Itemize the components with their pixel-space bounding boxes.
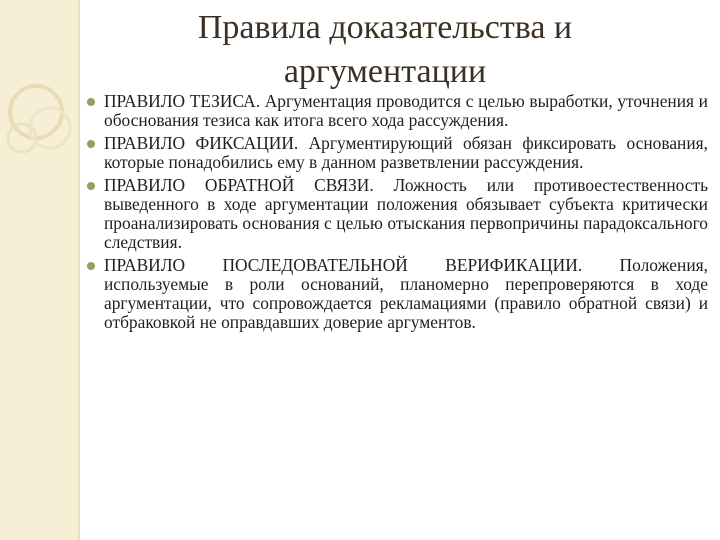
rule-name: ПРАВИЛО ПОСЛЕДОВАТЕЛЬНОЙ ВЕРИФИКАЦИИ <box>104 255 578 275</box>
rule-text: . Аргументирующий обязан фиксировать основания, которые понадобились ему в данном разветвлении рассуждения. <box>104 133 708 172</box>
bullet-icon <box>87 182 95 190</box>
bullet-icon <box>87 262 95 270</box>
rule-item <box>82 176 708 252</box>
rule-item <box>82 92 708 130</box>
bullet-icon <box>87 98 95 106</box>
rule-name: ПРАВИЛО ОБРАТНОЙ СВЯЗИ <box>104 175 370 195</box>
rule-item <box>82 134 708 172</box>
rule-text: . Положения, используемые в роли оснований, планомерно перепроверяются в ходе аргументации, что сопровождается рекламациями (правило обратной связи) и отбраковкой не оправдавших доверие аргументов. <box>104 255 708 332</box>
rule-item <box>82 256 708 332</box>
decorative-rings <box>0 0 80 540</box>
bullet-icon <box>87 140 95 148</box>
slide-title: Правила доказательства и аргументации <box>197 9 573 90</box>
rules-list <box>82 92 708 336</box>
rule-name: ПРАВИЛО ФИКСАЦИИ <box>104 133 294 153</box>
rule-text: . Аргументация проводится с целью выработки, уточнения и обоснования тезиса как итога всего хода рассуждения. <box>104 91 708 130</box>
rule-text: . Ложность или противоестественность выведенного в ходе аргументации положения обязывает субъекта критически проанализировать основания с целью отыскания первопричины парадоксального следствия. <box>104 175 708 252</box>
rule-name: ПРАВИЛО ТЕЗИСА <box>104 91 256 111</box>
